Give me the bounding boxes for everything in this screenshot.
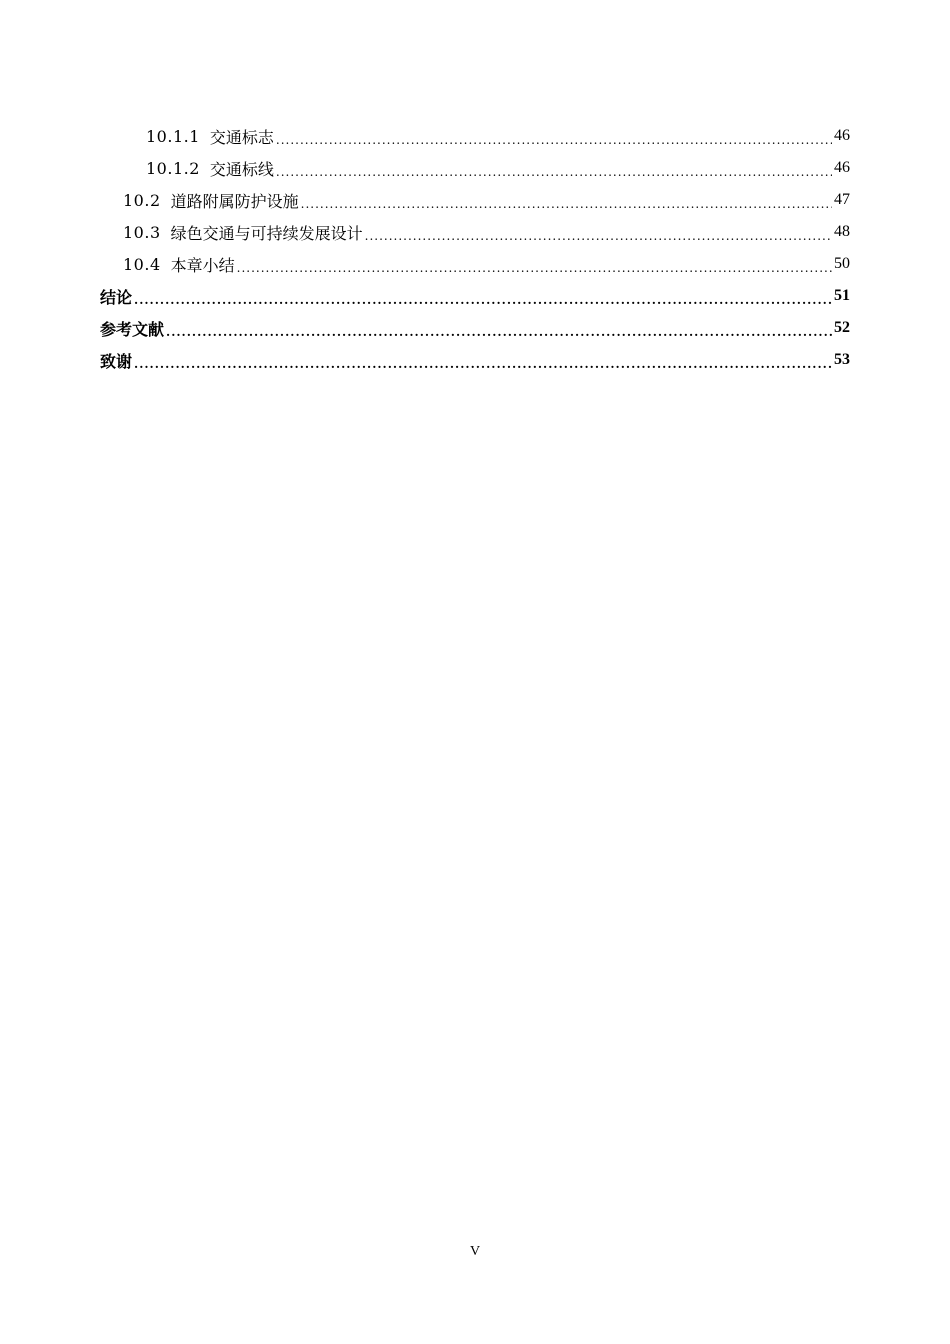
toc-entry[interactable] <box>100 216 850 248</box>
toc-entry-number: 10.3 <box>123 222 161 242</box>
dot-leader <box>134 357 832 371</box>
toc-entry-number: 10.4 <box>123 254 161 274</box>
dot-leader <box>237 261 832 275</box>
dot-leader <box>276 165 832 179</box>
toc-entry[interactable] <box>100 184 850 216</box>
toc-entry[interactable] <box>100 312 850 344</box>
toc-entry-title: 交通标线 <box>209 159 274 179</box>
toc-entry[interactable] <box>100 152 850 184</box>
toc-entry[interactable] <box>100 280 850 312</box>
dot-leader <box>301 197 832 211</box>
toc-entry-page: 46 <box>834 127 850 144</box>
toc-entry[interactable] <box>100 120 850 152</box>
toc-entry-title: 参考文献 <box>100 319 165 339</box>
toc-entry-page: 48 <box>834 223 850 240</box>
dot-leader <box>166 325 832 339</box>
toc-entry-page: 51 <box>834 287 850 304</box>
table-of-contents <box>100 120 850 376</box>
toc-entry-title: 结论 <box>100 287 133 307</box>
toc-entry-number: 10.1.2 <box>146 158 200 178</box>
toc-entry-page: 50 <box>834 255 850 272</box>
toc-entry-title: 致谢 <box>100 351 133 371</box>
toc-entry-number: 10.1.1 <box>146 126 200 146</box>
toc-entry[interactable] <box>100 248 850 280</box>
toc-entry-page: 47 <box>834 191 850 208</box>
toc-entry-title: 交通标志 <box>209 127 274 147</box>
dot-leader <box>134 293 832 307</box>
dot-leader <box>365 229 832 243</box>
page-footer-number: V <box>469 1244 481 1259</box>
toc-entry-title: 绿色交通与可持续发展设计 <box>170 223 363 243</box>
toc-entry-page: 46 <box>834 159 850 176</box>
toc-entry-title: 道路附属防护设施 <box>170 191 299 211</box>
toc-entry-number: 10.2 <box>123 190 161 210</box>
toc-entry-page: 53 <box>834 351 850 368</box>
toc-entry-title: 本章小结 <box>170 255 235 275</box>
dot-leader <box>276 133 832 147</box>
toc-entry-page: 52 <box>834 319 850 336</box>
toc-entry[interactable] <box>100 344 850 376</box>
